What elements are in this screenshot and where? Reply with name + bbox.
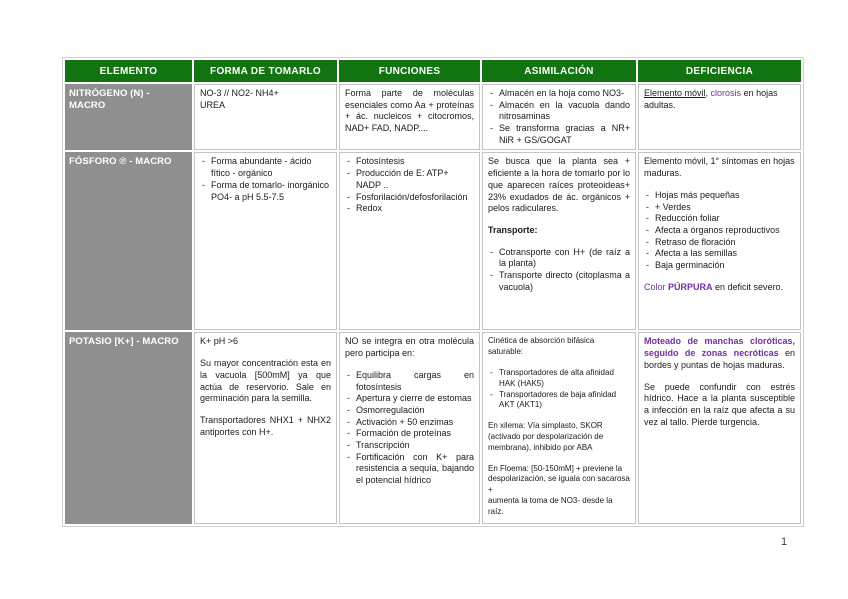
text-run: Transporte: [488,224,538,235]
text-run: Transcripción [356,439,410,450]
text-run: Equilibra cargas en fotosíntesis [356,369,474,392]
paragraph-gap [644,180,795,190]
bullet-item [488,100,630,123]
text-run: Apertura y cierre de estomas [356,393,472,404]
table-cell [339,152,480,330]
text-run: en bordes y puntas de hojas maduras. [644,348,795,370]
text-paragraph [644,282,795,294]
text-run: En Floema: [50-150mM] + previene la despolarización, se iguala con sacarosa + [488,463,630,495]
table-row [65,84,801,150]
text-run: Se puede confundir con estrés hídrico. Hace a la planta susceptible a infección en la raíz que afecta a su vez al tallo. Pierde turgencia. [644,381,795,427]
text-run: en hojas adultas. [644,88,778,110]
text-paragraph [488,421,630,453]
text-run: PÚRPURA [668,281,713,292]
table-cell [482,84,636,150]
paragraph-gap [488,237,630,247]
text-paragraph [200,88,331,100]
text-paragraph [644,382,795,429]
text-run: NO-3 // NO2- NH4+ [200,88,279,98]
bullet-item [644,202,795,214]
table-cell [339,332,480,524]
paragraph-gap [345,360,474,370]
text-run: + Verdes [655,201,691,212]
header-row [65,60,801,82]
page-number: 1 [781,536,788,548]
text-run: Hojas más pequeñas [655,189,740,200]
text-run: Baja germinación [655,259,725,270]
text-run: Transportadores NHX1 + NHX2 antiportes con H+. [200,414,331,437]
bullet-item [488,390,630,412]
table-cell [638,152,801,330]
text-run: Almacén en la hoja como NO3- [499,88,625,98]
text-run: Fotosíntesis [356,156,405,167]
text-paragraph [345,88,474,135]
table-cell [194,152,337,330]
bullet-item [345,393,474,405]
table-row [65,152,801,330]
paragraph-gap [488,411,630,421]
text-run: Forma abundante - ácido fítico - orgánico [211,156,312,179]
table-header [65,60,801,82]
text-run: Cotransporte con H+ (de raíz a la planta) [499,246,630,269]
text-paragraph [345,336,474,359]
bullet-item [488,88,630,100]
text-paragraph [488,464,630,496]
text-paragraph [488,496,630,518]
text-paragraph [200,100,331,112]
bullet-item [345,370,474,393]
bullet-item [200,156,331,179]
text-run: Producción de E: ATP+ NADP .. [356,168,449,190]
text-run: Transportadores de baja afinidad AKT (AKT1) [499,389,617,410]
bullet-item [345,417,474,429]
text-run: Activación + 50 enzimas [356,416,454,427]
text-run: aumenta la toma de NO3- desde la raíz. [488,496,613,516]
text-run: Reducción foliar [655,213,720,224]
text-paragraph [488,156,630,214]
table-cell [482,152,636,330]
text-run: UREA [200,99,226,110]
text-run: Su mayor concentración esta en la vacuola [500mM] ya que actúa de reservorio. Sale en germinación para la semilla. [200,358,331,404]
table-cell [194,84,337,150]
nutrients-table [62,57,804,527]
text-run: Formación de proteínas [356,428,452,439]
text-run: Almacén en la vacuola dando nitrosaminas [499,99,630,122]
bullet-item [345,192,474,204]
paragraph-gap [488,454,630,464]
table-cell [638,84,801,150]
text-run: Redox [356,203,383,214]
text-run: Osmorregulación [356,404,425,415]
bullet-item [345,452,474,487]
text-run: Se busca que la planta sea + eficiente a la hora de tomarlo por lo que aparecen raíces proteoideas+ 23% exudados de ác. orgánicos + pelos radiculares. [488,156,630,214]
bullet-item [644,248,795,260]
text-run: Elemento móvil [644,88,706,98]
table-cell [638,332,801,524]
text-run: Forma de tomarlo- inorgánico PO4- a pH 5.5-7.5 [211,179,330,202]
paragraph-gap [644,272,795,282]
text-paragraph [644,156,795,179]
text-run: Retraso de floración [655,236,736,247]
bullet-item [644,190,795,202]
paragraph-gap [644,372,795,382]
bullet-item [345,156,474,168]
element-cell: FÓSFORO ℗ - MACRO [65,152,192,330]
text-paragraph [488,225,630,237]
bullet-item [345,168,474,191]
text-paragraph [488,336,630,358]
text-paragraph [200,358,331,405]
table-row [65,332,801,524]
bullet-item [200,180,331,203]
text-run: clorosis [710,88,742,98]
text-run: Transporte directo (citoplasma a vacuola) [499,269,630,292]
text-run: Fosforilación/defosforilación [356,191,468,202]
bullet-item [488,368,630,390]
bullet-item [345,440,474,452]
text-run: NO se integra en otra molécula pero participa en: [345,336,474,359]
bullet-item [345,428,474,440]
column-header-forma: FORMA DE TOMARLO [194,60,337,82]
table-body [65,84,801,524]
element-cell: POTASIO [K+] - MACRO [65,332,192,524]
bullet-item [345,405,474,417]
text-run: En xilema: Vía simplasto, SKOR (activado por despolarización de membrana), inhibido por ABA [488,421,604,452]
text-run: , [705,88,711,98]
bullet-item [644,213,795,225]
table-cell [194,332,337,524]
text-run: Elemento móvil, 1° síntomas en hojas maduras. [644,156,795,179]
text-paragraph [200,415,331,438]
text-run: Fortificación con K+ para resistencia a sequía, bajando el potencial hídrico [356,451,474,485]
text-run: Afecta a las semillas [655,248,738,259]
text-run: Afecta a órganos reproductivos [655,224,780,235]
table-cell [482,332,636,524]
paragraph-gap [200,348,331,358]
text-run: Se transforma gracias a NR+ NiR + GS/GOGAT [499,123,630,145]
bullet-item [488,123,630,146]
text-paragraph [200,336,331,348]
paragraph-gap [488,215,630,225]
element-cell: NITRÓGENO (N) - MACRO [65,84,192,150]
text-run: Transportadores de alta afinidad HAK (HAK5) [499,368,614,388]
bullet-item [644,237,795,249]
paragraph-gap [488,358,630,368]
text-paragraph [644,336,795,371]
text-run: Moteado de manchas cloróticas, seguido de zonas necróticas [644,336,795,359]
table-cell [339,84,480,150]
bullet-item [488,247,630,270]
text-run: K+ pH >6 [200,336,239,347]
paragraph-gap [200,405,331,415]
bullet-item [644,225,795,237]
column-header-deficiencia: DEFICIENCIA [638,60,801,82]
text-run: Forma parte de moléculas esenciales como Aa + proteínas + ác. nucleicos + citocromos, NAD+ FAD, NADP.... [345,88,474,134]
bullet-item [488,270,630,293]
bullet-item [644,260,795,272]
text-paragraph [644,88,795,111]
text-run: Color [644,281,669,292]
column-header-asimilacion: ASIMILACIÓN [482,60,636,82]
column-header-funciones: FUNCIONES [339,60,480,82]
text-run: en deficit severo. [712,281,784,292]
text-run: Cinética de absorción bifásica saturable: [488,336,595,357]
column-header-elemento: ELEMENTO [65,60,192,82]
bullet-item [345,203,474,215]
